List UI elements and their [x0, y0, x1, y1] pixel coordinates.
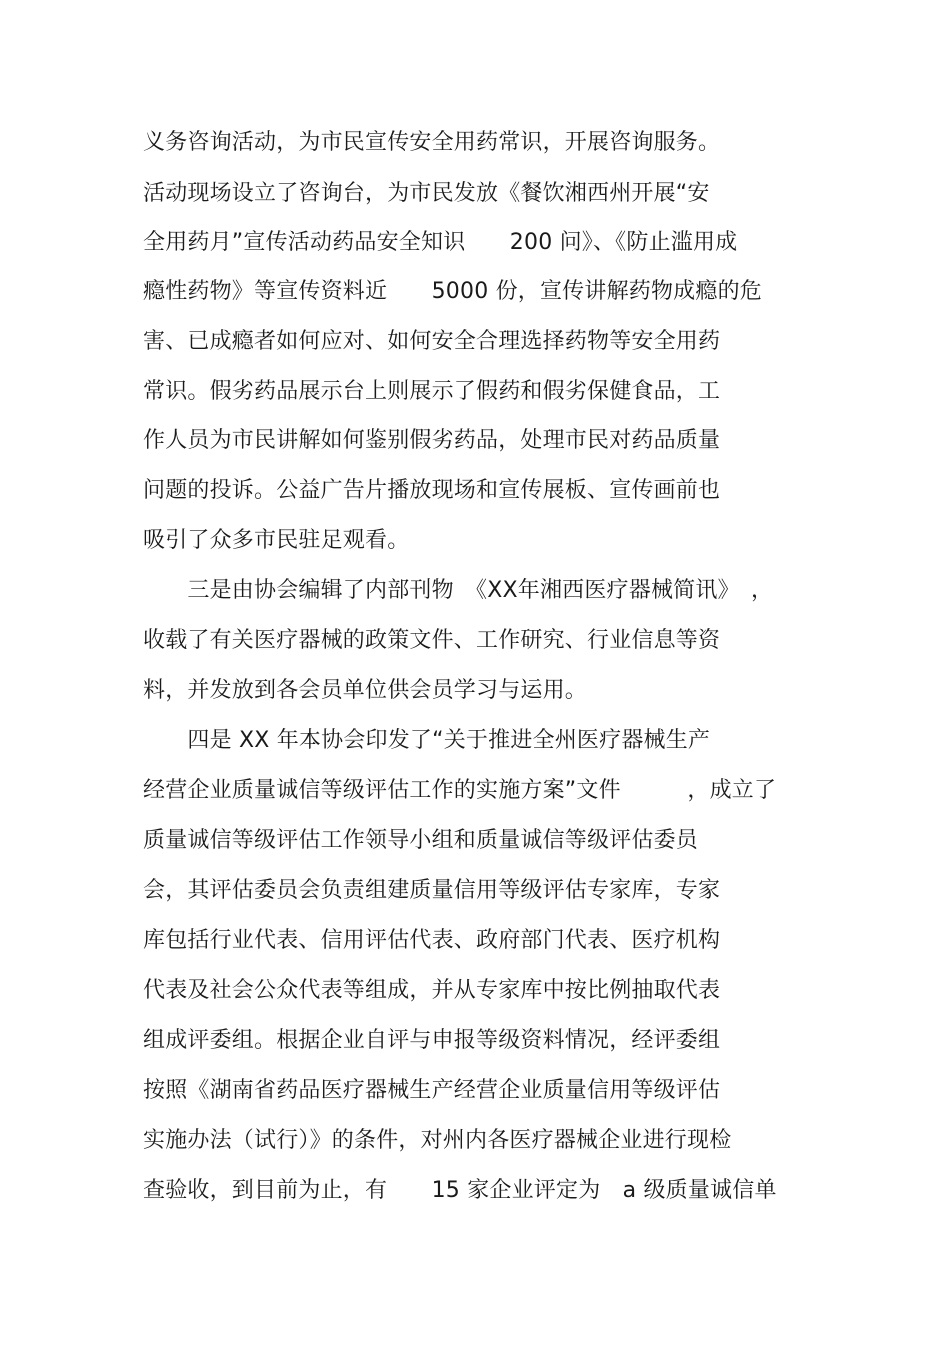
- text-line: 代表及社会公众代表等组成，并从专家库中按比例抽取代表: [143, 978, 721, 1003]
- text-line: 收载了有关医疗器械的政策文件、工作研究、行业信息等资: [143, 628, 721, 653]
- text-line: 实施办法（试行）》的条件，对州内各医疗器械企业进行现检: [143, 1128, 732, 1153]
- text-line: 质量诚信等级评估工作领导小组和质量诚信等级评估委员: [143, 828, 699, 853]
- text-line: 料，并发放到各会员单位供会员学习与运用。: [143, 678, 588, 703]
- text-line: 义务咨询活动，为市民宣传安全用药常识，开展咨询服务。: [143, 130, 721, 155]
- text-line: 全用药月”宣传活动药品安全知识 200 问》、《防止滥用成: [143, 230, 738, 255]
- text-line: 按照《湖南省药品医疗器械生产经营企业质量信用等级评估: [143, 1078, 721, 1103]
- text-line: 三是由协会编辑了内部刊物 《XX年湘西医疗器械简讯》 ，: [143, 578, 774, 603]
- text-line: 作人员为市民讲解如何鉴别假劣药品，处理市民对药品质量: [143, 428, 721, 453]
- text-line: 瘾性药物》等宣传资料近 5000 份，宣传讲解药物成瘾的危: [143, 279, 762, 304]
- text-line: 经营企业质量诚信等级评估工作的实施方案”文件 ，成立了: [143, 778, 777, 803]
- text-line: 四是 XX 年本协会印发了“关于推进全州医疗器械生产: [143, 728, 711, 753]
- text-line: 问题的投诉。公益广告片播放现场和宣传展板、宣传画前也: [143, 478, 721, 503]
- text-line: 查验收，到目前为止，有 15 家企业评定为 a 级质量诚信单: [143, 1178, 777, 1203]
- text-line: 吸引了众多市民驻足观看。: [143, 528, 410, 553]
- text-line: 会，其评估委员会负责组建质量信用等级评估专家库，专家: [143, 878, 721, 903]
- text-line: 活动现场设立了咨询台，为市民发放《餐饮湘西州开展“安: [143, 181, 710, 206]
- text-line: 库包括行业代表、信用评估代表、政府部门代表、医疗机构: [143, 928, 721, 953]
- text-line: 常识。假劣药品展示台上则展示了假药和假劣保健食品，工: [143, 379, 721, 404]
- text-line: 害、已成瘾者如何应对、如何安全合理选择药物等安全用药: [143, 329, 721, 354]
- text-line: 组成评委组。根据企业自评与申报等级资料情况，经评委组: [143, 1028, 721, 1053]
